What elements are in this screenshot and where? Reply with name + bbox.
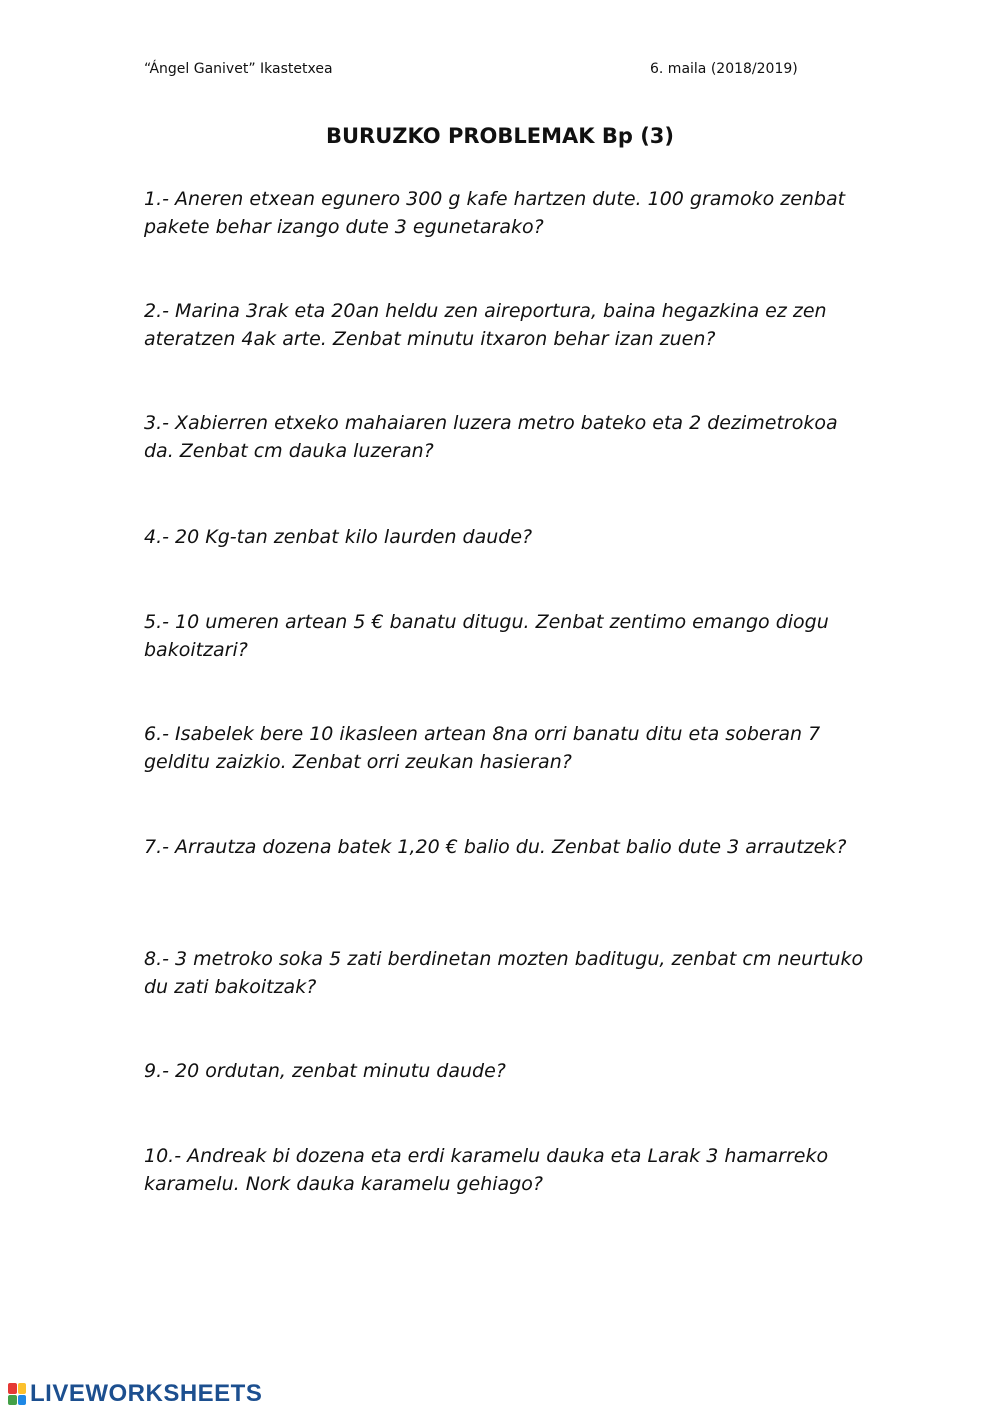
logo-square <box>18 1395 27 1406</box>
problem-4 <box>144 523 864 551</box>
problem-line: karamelu. Nork dauka karamelu gehiago? <box>144 1173 543 1195</box>
problem-line: 8.- 3 metroko soka 5 zati berdinetan mozten baditugu, zenbat cm neurtuko <box>144 948 864 970</box>
logo-grid-icon <box>8 1383 26 1405</box>
problem-line: gelditu zaizkio. Zenbat orri zeukan hasieran? <box>144 751 572 773</box>
grade-year: 6. maila (2018/2019) <box>650 61 798 77</box>
problem-5 <box>144 608 864 664</box>
problem-line: 2.- Marina 3rak eta 20an heldu zen aireportura, baina hegazkina ez zen <box>144 300 827 322</box>
problem-line: du zati bakoitzak? <box>144 976 317 998</box>
problem-line: 1.- Aneren etxean egunero 300 g kafe hartzen dute. 100 gramoko zenbat <box>144 188 846 210</box>
problem-line: bakoitzari? <box>144 639 248 661</box>
problem-line: 6.- Isabelek bere 10 ikasleen artean 8na orri banatu ditu eta soberan 7 <box>144 723 821 745</box>
school-name: “Ángel Ganivet” Ikastetxea <box>144 61 333 77</box>
problem-1 <box>144 185 864 241</box>
problem-line: 5.- 10 umeren artean 5 € banatu ditugu. Zenbat zentimo emango diogu <box>144 611 829 633</box>
problem-line: 7.- Arrautza dozena batek 1,20 € balio du. Zenbat balio dute 3 arrautzek? <box>144 836 847 858</box>
problem-line: 9.- 20 ordutan, zenbat minutu daude? <box>144 1060 506 1082</box>
problem-2 <box>144 297 864 353</box>
problem-line: da. Zenbat cm dauka luzeran? <box>144 440 434 462</box>
problem-line: 3.- Xabierren etxeko mahaiaren luzera metro bateko eta 2 dezimetrokoa <box>144 412 838 434</box>
problem-line: pakete behar izango dute 3 egunetarako? <box>144 216 544 238</box>
problem-10 <box>144 1142 864 1198</box>
liveworksheets-logo <box>8 1380 262 1408</box>
brand-name: LIVEWORKSHEETS <box>30 1380 263 1407</box>
problem-7 <box>144 833 864 861</box>
logo-square <box>18 1383 27 1394</box>
logo-square <box>8 1395 17 1406</box>
problem-3 <box>144 409 864 465</box>
logo-square <box>8 1383 17 1394</box>
problem-9 <box>144 1057 864 1085</box>
page-title: BURUZKO PROBLEMAK Bp (3) <box>325 124 675 148</box>
problem-line: 10.- Andreak bi dozena eta erdi karamelu dauka eta Larak 3 hamarreko <box>144 1145 829 1167</box>
problem-8 <box>144 945 864 1001</box>
problem-line: 4.- 20 Kg-tan zenbat kilo laurden daude? <box>144 526 533 548</box>
problem-line: ateratzen 4ak arte. Zenbat minutu itxaron behar izan zuen? <box>144 328 716 350</box>
problem-6 <box>144 720 864 776</box>
